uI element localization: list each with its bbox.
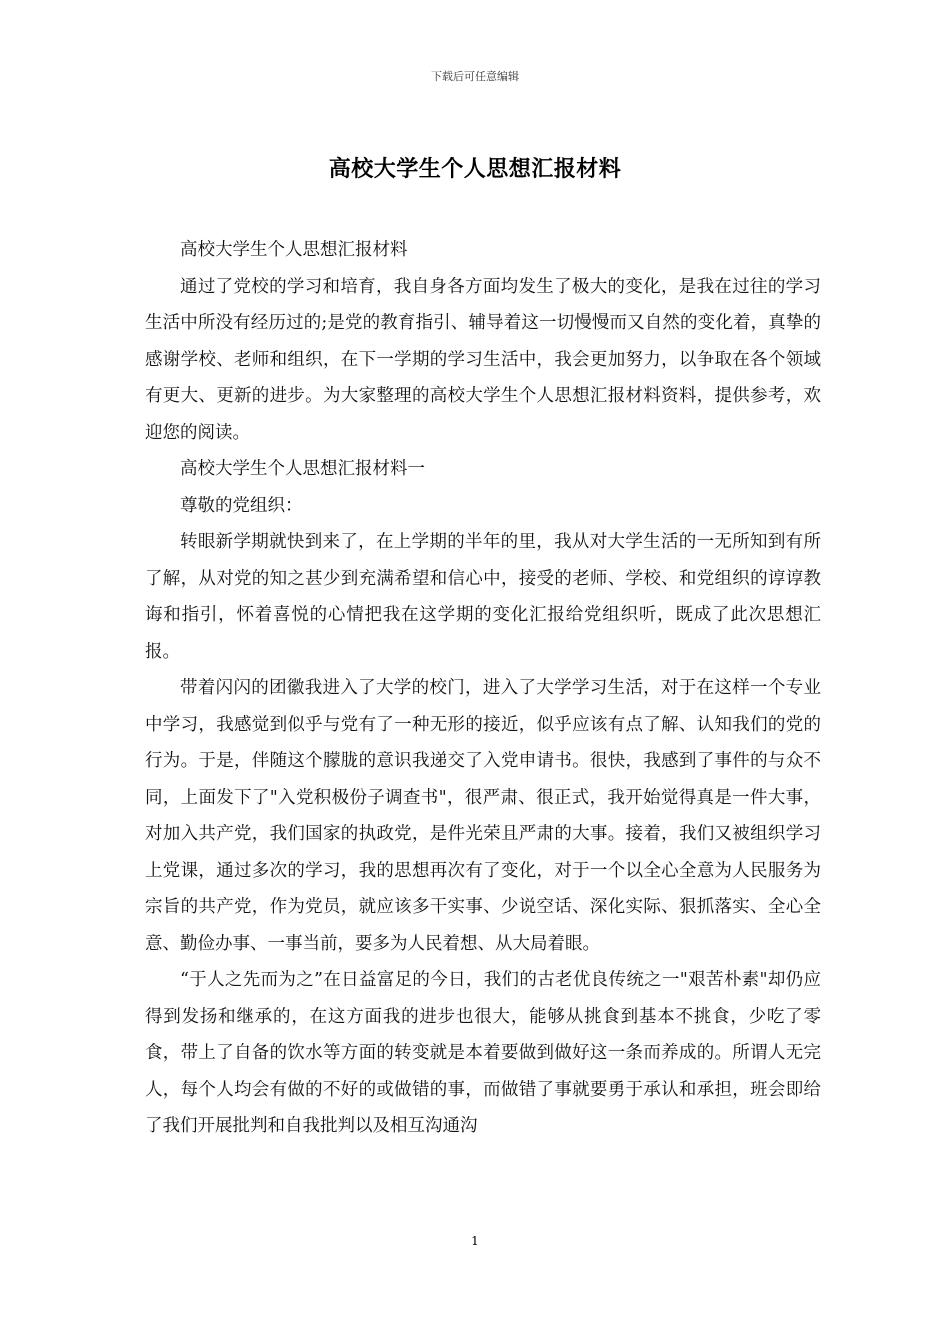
- paragraph-subtitle: 高校大学生个人思想汇报材料: [180, 240, 408, 260]
- page-number: 1: [471, 1234, 479, 1248]
- paragraph-intro: 通过了党校的学习和培育，我自身各方面均发生了极大的变化，是我在过往的学习生活中所没有经历过的;是党的教育指引、辅导着这一切慢慢而又自然的变化着，真挚的感谢学校、老师和组织，在下一学期的学习生活中，我会更加努力，以争取在各个领域有更大、更新的进步。为大家整理的高校大学生个人思想汇报材料资料，提供参考，欢迎您的阅读。: [145, 276, 821, 443]
- header-note: 下载后可任意编辑: [431, 70, 519, 83]
- document-title: 高校大学生个人思想汇报材料: [328, 156, 622, 182]
- paragraph-section-heading: 高校大学生个人思想汇报材料一: [180, 459, 425, 479]
- document-body: [145, 232, 821, 1145]
- paragraph-salutation: 尊敬的党组织：: [180, 495, 303, 516]
- paragraph: “于人之先而为之”在日益富足的今日，我们的古老优良传统之一"艰苦朴素"却仍应得到发扬和继承的，在这方面我的进步也很大，能够从挑食到基本不挑食，少吃了零食，带上了自备的饮水等方面的转变就是本着要做到做好这一条而养成的。所谓人无完人，每个人均会有做的不好的或做错的事，而做错了事就要勇于承认和承担，班会即给了我们开展批判和自我批判以及相互沟通沟: [145, 970, 821, 1136]
- paragraph: 转眼新学期就快到来了，在上学期的半年的里，我从对大学生活的一无所知到有所了解，从对党的知之甚少到充满希望和信心中，接受的老师、学校、和党组织的谆谆教诲和指引，怀着喜悦的心情把我在这学期的变化汇报给党组织听，既成了此次思想汇报。: [145, 532, 821, 662]
- paragraph: 带着闪闪的团徽我进入了大学的校门，进入了大学学习生活，对于在这样一个专业中学习，我感觉到似乎与党有了一种无形的接近，似乎应该有点了解、认知我们的党的行为。于是，伴随这个朦胧的意识我递交了入党申请书。很快，我感到了事件的与众不同，上面发下了"入党积极份子调查书"，很严肃、很正式，我开始觉得真是一件大事，对加入共产党，我们国家的执政党，是件光荣且严肃的大事。接着，我们又被组织学习上党课，通过多次的学习，我的思想再次有了变化，对于一个以全心全意为人民服务为宗旨的共产党，作为党员，就应该多干实事、少说空话、深化实际、狠抓落实、全心全意、勤俭办事、一事当前，要多为人民着想、从大局着眼。: [145, 678, 821, 954]
